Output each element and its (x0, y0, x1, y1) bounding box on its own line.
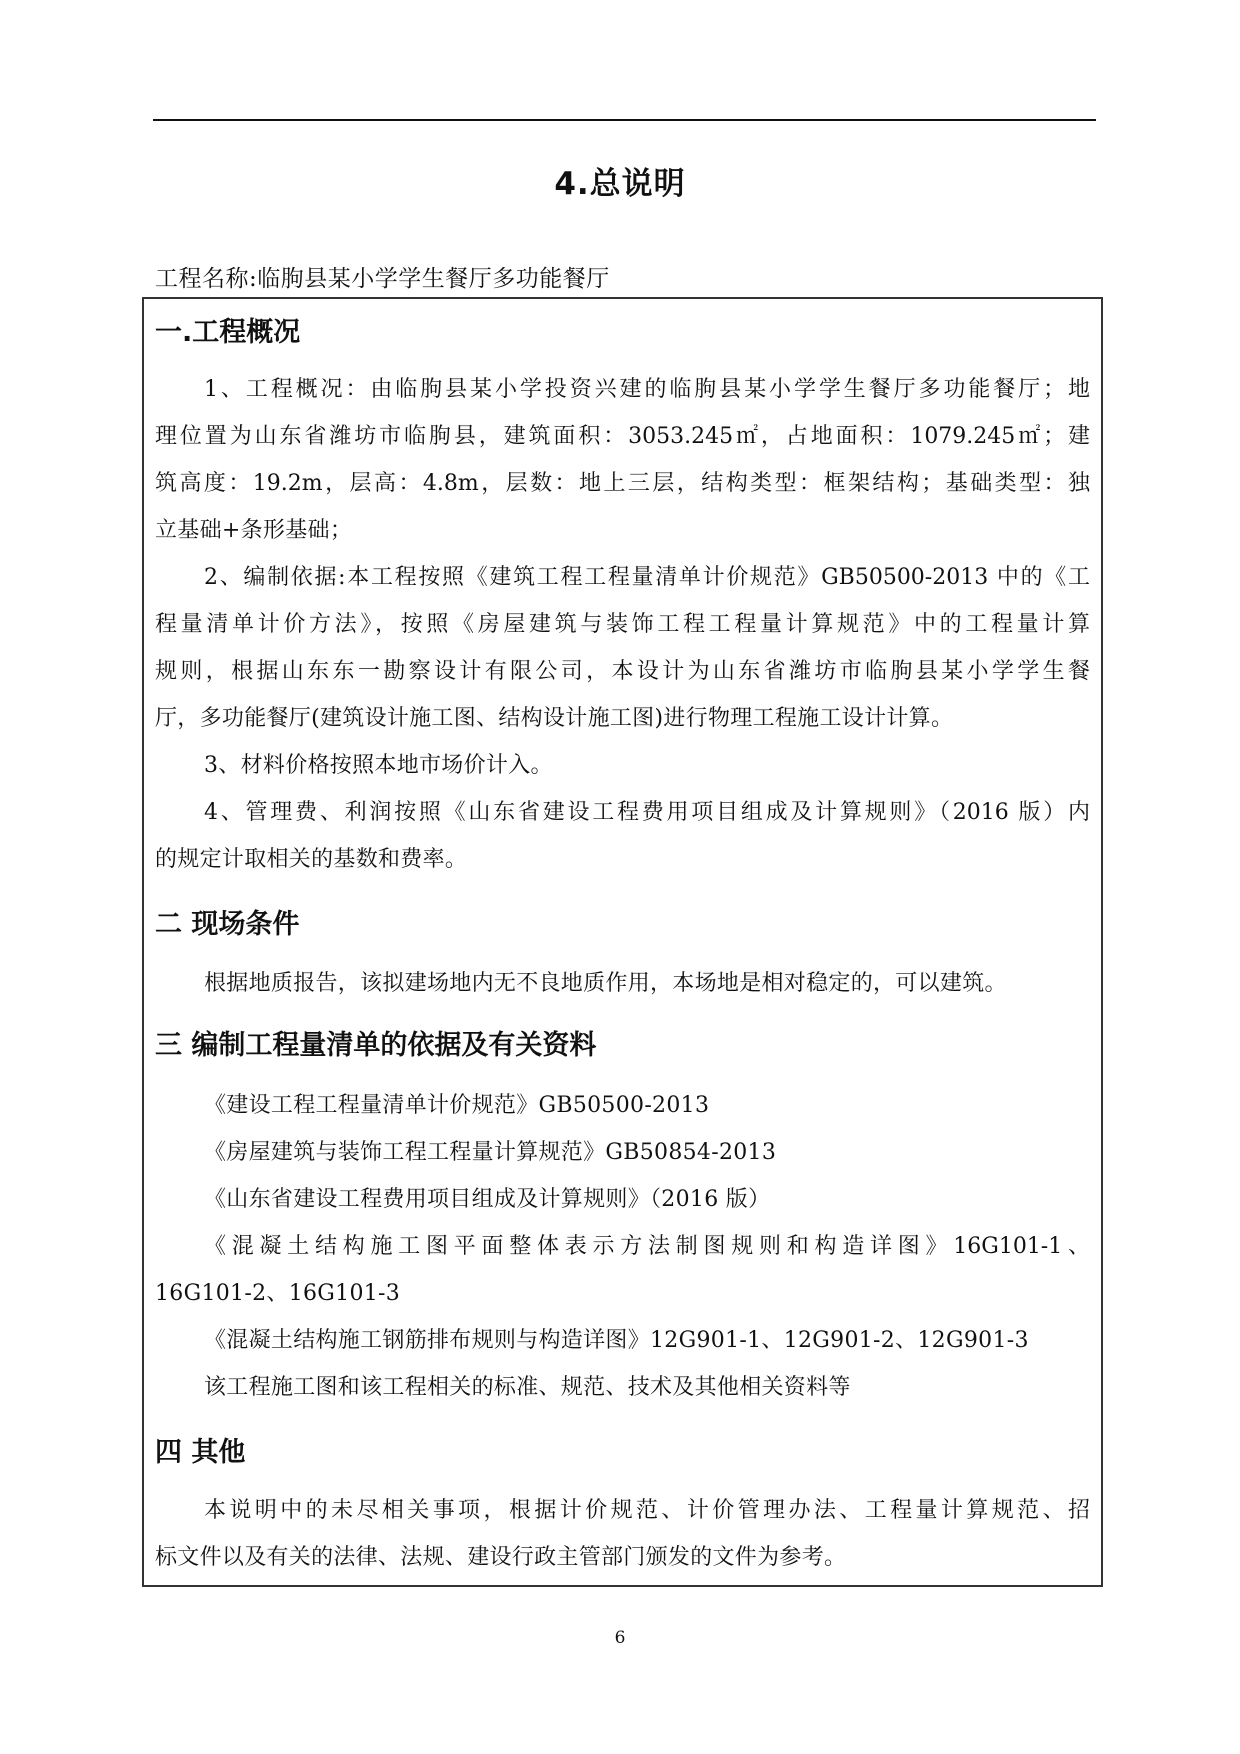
reference-line: 该工程施工图和该工程相关的标准、规范、技术及其他相关资料等 (204, 1375, 851, 1400)
reference-line: 《建设工程工程量清单计价规范》GB50500-2013 (204, 1093, 710, 1118)
section-heading-basis: 三 编制工程量清单的依据及有关资料 (155, 1030, 597, 1061)
section-heading-site-conditions: 二 现场条件 (155, 909, 300, 940)
paragraph-line: 2、编制依据:本工程按照《建筑工程工程量清单计价规范》GB50500-2013 中的《工 (204, 565, 1090, 590)
paragraph-line: 根据地质报告，该拟建场地内无不良地质作用，本场地是相对稳定的，可以建筑。 (204, 971, 1007, 996)
paragraph-line: 筑高度：19.2m，层高：4.8m，层数：地上三层，结构类型：框架结构；基础类型：独 (155, 471, 1090, 496)
paragraph-line: 3、材料价格按照本地市场价计入。 (204, 753, 553, 778)
paragraph-line: 1、工程概况：由临朐县某小学投资兴建的临朐县某小学学生餐厅多功能餐厅；地 (204, 377, 1090, 402)
reference-line: 《混凝土结构施工钢筋排布规则与构造详图》12G901-1、12G901-2、12G901-3 (204, 1328, 1029, 1353)
reference-line: 《混凝土结构施工图平面整体表示方法制图规则和构造详图》16G101-1、 (204, 1234, 1090, 1259)
paragraph-line: 立基础+条形基础； (155, 518, 353, 543)
page-number: 6 (614, 1628, 626, 1648)
project-name: 工程名称:临朐县某小学学生餐厅多功能餐厅 (155, 266, 610, 292)
paragraph-line: 本说明中的未尽相关事项，根据计价规范、计价管理办法、工程量计算规范、招 (204, 1498, 1090, 1523)
paragraph-line: 厅，多功能餐厅(建筑设计施工图、结构设计施工图)进行物理工程施工设计计算。 (155, 706, 954, 731)
reference-line: 《山东省建设工程费用项目组成及计算规则》（2016 版） (204, 1187, 771, 1212)
paragraph-line: 4、管理费、利润按照《山东省建设工程费用项目组成及计算规则》（2016 版）内 (204, 800, 1090, 825)
paragraph-line: 理位置为山东省潍坊市临朐县，建筑面积：3053.245㎡，占地面积：1079.245㎡；建 (155, 424, 1090, 449)
paragraph-line: 的规定计取相关的基数和费率。 (155, 847, 468, 872)
paragraph-line: 程量清单计价方法》，按照《房屋建筑与装饰工程工程量计算规范》中的工程量计算 (155, 612, 1090, 637)
reference-line: 16G101-2、16G101-3 (155, 1281, 401, 1306)
paragraph-line: 标文件以及有关的法律、法规、建设行政主管部门颁发的文件为参考。 (155, 1545, 847, 1570)
section-heading-overview: 一.工程概况 (155, 317, 301, 348)
reference-line: 《房屋建筑与装饰工程工程量计算规范》GB50854-2013 (204, 1140, 777, 1165)
header-rule (153, 119, 1096, 121)
document-title: 4.总说明 (554, 166, 686, 202)
paragraph-line: 规则，根据山东东一勘察设计有限公司，本设计为山东省潍坊市临朐县某小学学生餐 (155, 659, 1090, 684)
section-heading-other: 四 其他 (155, 1437, 246, 1468)
